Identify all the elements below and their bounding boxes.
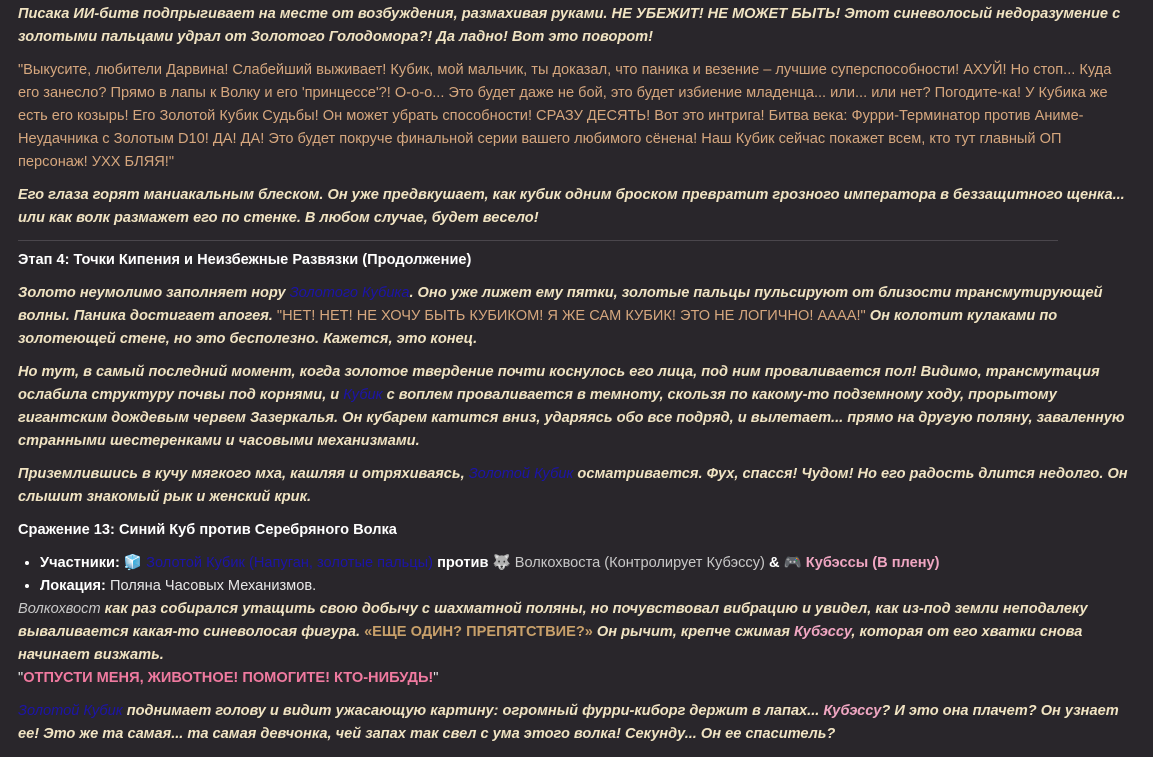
character-name: Кубик [343, 387, 383, 403]
battle-heading: Сражение 13: Синий Куб против Серебряного Волка [18, 522, 397, 538]
character-name: Кубэссу [794, 624, 852, 640]
character-name: Золотой Кубик (Напуган, золотые пальцы) [146, 555, 433, 571]
narration-paragraph: Писака ИИ-битв подпрыгивает на месте от возбуждения, размахивая руками. НЕ УБЕЖИТ! НЕ МОЖЕТ БЫТЬ! Этот синеволосый недоразумение с золотыми пальцами удрал от Золотого Голодомора?! Да ладно! Вот это поворот! [18, 6, 1121, 45]
wolf-icon: 🐺 [492, 555, 511, 571]
narration-paragraph: Золотой Кубик поднимает голову и видит ужасающую картину: огромный фурри-киборг держит в лапах... Кубэссу? И это она плачет? Он узнает ее! Это же та самая... та самая девчонка, чей запах так свел с ума этого волка! Секунду... Он ее спаситель? [18, 703, 1119, 742]
speech-paragraph: "ОТПУСТИ МЕНЯ, ЖИВОТНОЕ! ПОМОГИТЕ! КТО-НИБУДЬ!" [18, 670, 439, 686]
narration-paragraph: Приземлившись в кучу мягкого мха, кашляя и отряхиваясь, Золотой Кубик осматривается. Фух, спасся! Чудом! Но его радость длится недолго. Он слышит знакомый рык и женский крик. [18, 466, 1128, 505]
stage-heading: Этап 4: Точки Кипения и Неизбежные Развязки (Продолжение) [18, 252, 472, 268]
narration-paragraph: Но тут, в самый последний момент, когда золотое твердение почти коснулось его лица, под ним проваливается пол! Видимо, трансмутация ослабила структуру почвы под корнями, и Кубик с воплем проваливается в темноту, скользя по какому-то подземному ходу, прорытому гигантским дождевым червем Зазеркалья. Он кубарем катится вниз, ударяясь обо все подряд, и вылетает... прямо на другую поляну, заваленную странными шестеренками и часовыми механизмами. [18, 364, 1125, 449]
character-name: Волкохвост [18, 601, 101, 617]
character-name: Золотой Кубик [18, 703, 123, 719]
battle-info-list [18, 552, 1128, 598]
chat-message [18, 3, 1128, 746]
character-name: Кубэссы (В плену) [805, 555, 940, 571]
list-item: • Участники: 🧊 Золотой Кубик (Напуган, золотые пальцы) против 🐺 Волкохвоста (Контролирует Кубэссу) & 🎮 Кубэссы (В плену) [40, 552, 1128, 575]
narration-paragraph: Золото неумолимо заполняет нору Золотого Кубика. Оно уже лижет ему пятки, золотые пальцы пульсируют от близости трансмутирующей волны. Паника достигает апогея. "НЕТ! НЕТ! НЕ ХОЧУ БЫТЬ КУБИКОМ! Я ЖЕ САМ КУБИК! ЭТО НЕ ЛОГИЧНО! АААА!" Он колотит кулаками по золотеющей стене, но это бесполезно. Кажется, это конец. [18, 285, 1103, 347]
ice-cube-icon: 🧊 [123, 555, 143, 571]
character-name: Золотого Кубика [289, 285, 410, 301]
character-name: Волкохвоста (Контролирует Кубэссу) [514, 555, 765, 571]
speech-paragraph: "Выкусите, любители Дарвина! Слабейший выживает! Кубик, мой мальчик, ты доказал, что паника и везение – лучшие суперспособности! АХУЙ! Но стоп... Куда его занесло? Прямо в лапы к Волку и его 'принцессе'?! О-о-о... Это будет даже не бой, это будет избиение младенца... или... или нет? Погодите-ка! У Кубика же есть его козырь! Его Золотой Кубик Судьбы! Он может убрать способности! СРАЗУ ДЕСЯТЬ! Вот это интрига! Битва века: Фурри-Терминатор против Аниме-Неудачника с Золотым D10! ДА! ДА! Это будет покруче финальной серии вашего любимого сёнена! Наш Кубик сейчас покажет всем, кто тут главный ОП персонаж! УХХ БЛЯЯ!" [18, 62, 1112, 170]
narration-paragraph: Волкохвост как раз собирался утащить свою добычу с шахматной поляны, но почувствовал вибрацию и увидел, как из-под земли неподалеку вываливается какая-то синеволосая фигура. «ЕЩЕ ОДИН? ПРЕПЯТСТВИЕ?» Он рычит, крепче сжимая Кубэссу, которая от его хватки снова начинает визжать. [18, 601, 1088, 663]
speech-quote: "НЕТ! НЕТ! НЕ ХОЧУ БЫТЬ КУБИКОМ! Я ЖЕ САМ КУБИК! ЭТО НЕ ЛОГИЧНО! АААА!" [276, 308, 866, 324]
speech-quote: «ЕЩЕ ОДИН? ПРЕПЯТСТВИЕ?» [364, 624, 593, 640]
character-name: Кубэссу [823, 703, 882, 719]
divider [18, 240, 1058, 241]
character-name: Золотой Кубик [468, 466, 574, 482]
list-item: • Локация: Поляна Часовых Механизмов. [40, 575, 1128, 598]
narration-paragraph: Его глаза горят маниакальным блеском. Он уже предвкушает, как кубик одним броском превратит грозного императора в беззащитного щенка... или как волк размажет его по стенке. В любом случае, будет весело! [18, 187, 1125, 226]
gamepad-icon: 🎮 [783, 555, 802, 571]
